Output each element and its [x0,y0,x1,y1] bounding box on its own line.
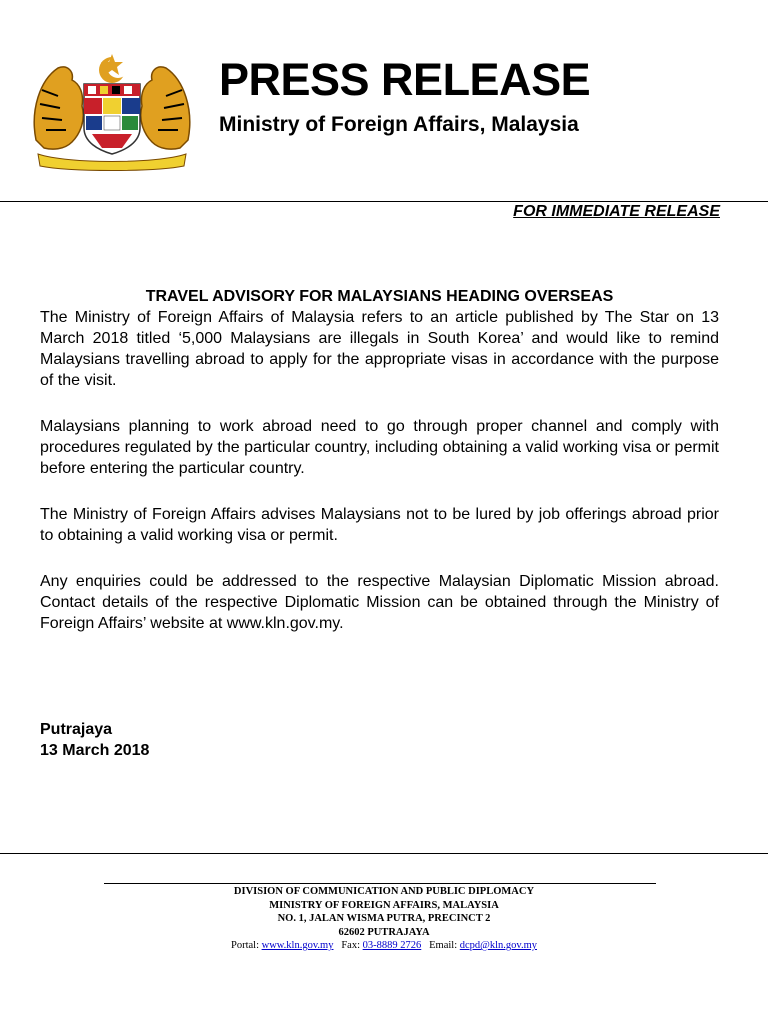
coat-of-arms-icon [28,50,196,172]
portal-label: Portal: [230,940,259,951]
header-divider [0,201,768,202]
fax-label: Fax: [341,940,361,951]
advisory-heading: TRAVEL ADVISORY FOR MALAYSIANS HEADING OVERSEAS [145,288,614,305]
email-link[interactable]: dcpd@kln.gov.my [459,940,537,951]
paragraph: Any enquiries could be addressed to the respective Malaysian Diplomatic Mission abroad. Contact details of the respective Diplomatic Mission can be obtained through the Ministry of Foreign Affairs’ website at www.kln.gov.my. [40,573,719,632]
footer-line: DIVISION OF COMMUNICATION AND PUBLIC DIPLOMACY [233,886,535,897]
footer-short-divider [104,883,656,884]
footer-line: 62602 PUTRAJAYA [338,926,430,938]
footer-divider [0,853,768,854]
footer-line: MINISTRY OF FOREIGN AFFAIRS, MALAYSIA [269,899,499,911]
press-release-body [40,286,719,659]
page-title: PRESS RELEASE [219,54,591,105]
email-label: Email: [429,940,458,951]
release-tag: FOR IMMEDIATE RELEASE [513,203,720,220]
dateline [40,719,149,761]
paragraph: The Ministry of Foreign Affairs advises Malaysians not to be lured by job offerings abroad prior to obtaining a valid working visa or permit. [40,506,719,544]
fax-link[interactable]: 03-8889 2726 [362,940,422,951]
release-date: 13 March 2018 [40,742,150,759]
footer-contact [0,939,768,953]
footer-line: NO. 1, JALAN WISMA PUTRA, PRECINCT 2 [277,913,491,924]
footer-address [0,885,768,953]
place-name: Putrajaya [40,721,113,738]
page-subtitle: Ministry of Foreign Affairs, Malaysia [219,113,579,136]
paragraph: Malaysians planning to work abroad need to go through proper channel and comply with procedures regulated by the particular country, including obtaining a valid working visa or permit before entering the particular country. [40,418,719,477]
paragraph: The Ministry of Foreign Affairs of Malaysia refers to an article published by The Star on 13 March 2018 titled ‘5,000 Malaysians are illegals in South Korea’ and would like to remind Malaysians travelling abroad to apply for the appropriate visas in accordance with the purpose of the visit. [40,309,719,389]
portal-link[interactable]: www.kln.gov.my [261,940,334,951]
